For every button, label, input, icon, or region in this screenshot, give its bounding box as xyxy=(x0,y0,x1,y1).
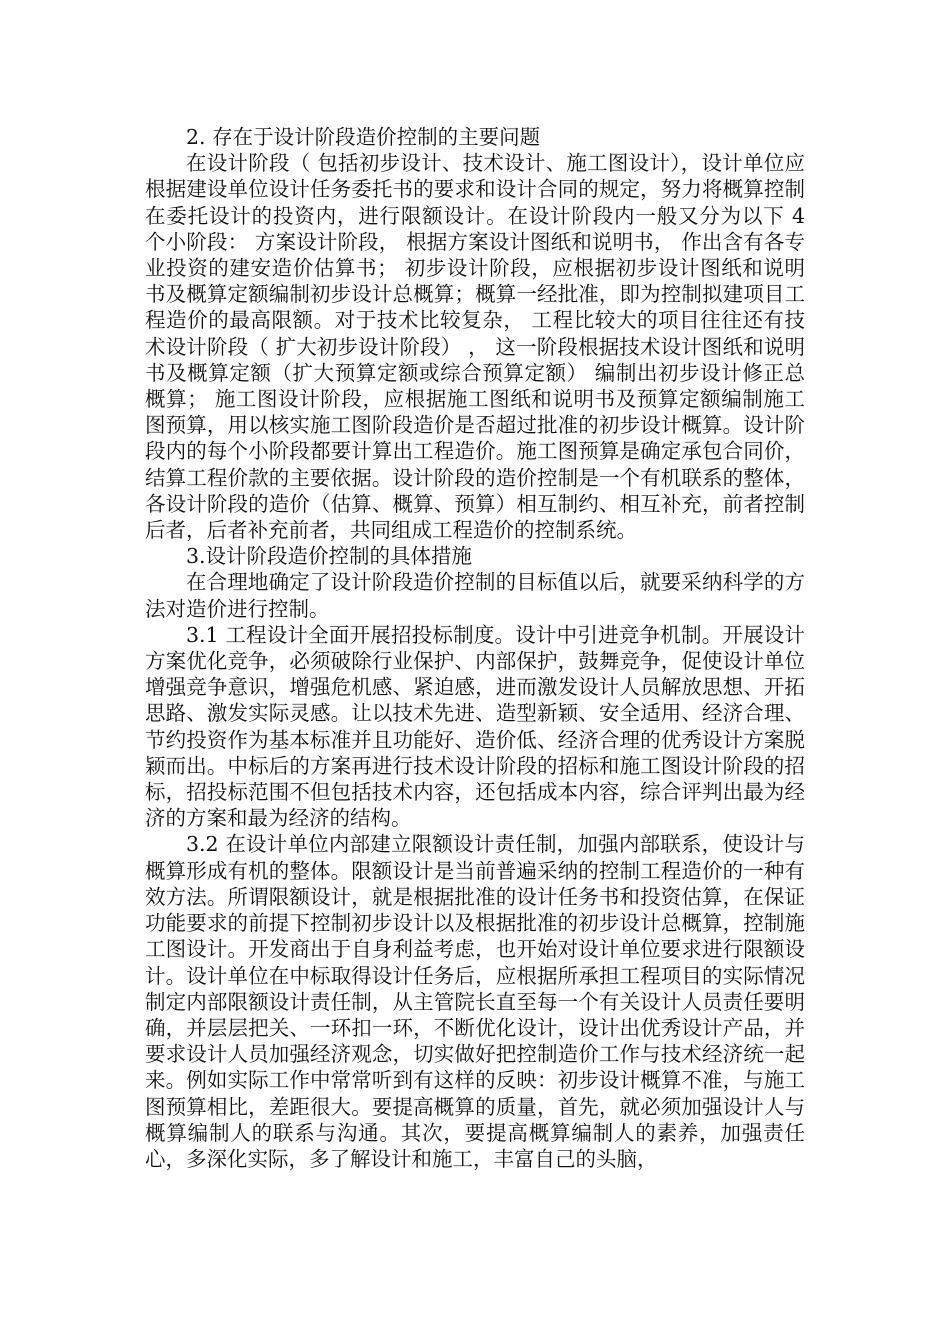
document-body xyxy=(145,124,805,1172)
section-3-heading: 3.设计阶段造价控制的具体措施 xyxy=(186,544,473,569)
paragraph-3-2: 3.2 在设计单位内部建立限额设计责任制，加强内部联系，使设计与概算形成有机的整体。限额设计是当前普遍采纳的控制工程造价的一种有效方法。所谓限额设计，就是根据批准的设计任务书和投资估算，在保证功能要求的前提下控制初步设计以及根据批准的初步设计总概算，控制施工图设计。开发商出于自身利益考虑，也开始对设计单位要求进行限额设计。设计单位在中标取得设计任务后，应根据所承担工程项目的实际情况制定内部限额设计责任制，从主管院长直至每一个有关设计人员责任要明确，并层层把关、一环扣一环，不断优化设计，设计出优秀设计产品，并要求设计人员加强经济观念，切实做好把控制造价工作与技术经济统一起来。例如实际工作中常常听到有这样的反映：初步设计概算不准，与施工图预算相比，差距很大。要提高概算的质量，首先，就必须加强设计人与概算编制人的联系与沟通。其次，要提高概算编制人的素养，加强责任心，多深化实际，多了解设计和施工，丰富自己的头脑， xyxy=(145,832,805,1171)
paragraph-3-1: 3.1 工程设计全面开展招投标制度。设计中引进竞争机制。开展设计方案优化竞争，必须破除行业保护、内部保护，鼓舞竞争，促使设计单位增强竞争意识，增强危机感、紧迫感，进而激发设计人员解放思想、开拓思路、激发实际灵感。让以技术先进、造型新颖、安全适用、经济合理、节约投资作为基本标准并且功能好、造价低、经济合理的优秀设计方案脱颖而出。中标后的方案再进行技术设计阶段的招标和施工图设计阶段的招标，招投标范围不但包括技术内容，还包括成本内容，综合评判出最为经济的方案和最为经济的结构。 xyxy=(145,622,805,831)
paragraph-design-stage: 在设计阶段（ 包括初步设计、技术设计、施工图设计），设计单位应根据建设单位设计任务委托书的要求和设计合同的规定，努力将概算控制在委托设计的投资内，进行限额设计。在设计阶段内一般又分为以下 4 个小阶段： 方案设计阶段， 根据方案设计图纸和说明书， 作出含有各专业投资的建安造价估算书； 初步设计阶段，应根据初步设计图纸和说明书及概算定额编制初步设计总概算；概算一经批准，即为控制拟建项目工程造价的最高限额。对于技术比较复杂， 工程比较大的项目往往还有技术设计阶段（ 扩大初步设计阶段） ， 这一阶段根据技术设计图纸和说明书及概算定额（扩大预算定额或综合预算定额） 编制出初步设计修正总概算； 施工图设计阶段，应根据施工图纸和说明书及预算定额编制施工图预算，用以核实施工图阶段造价是否超过批准的初步设计概算。设计阶段内的每个小阶段都要计算出工程造价。施工图预算是确定承包合同价，结算工程价款的主要依据。设计阶段的造价控制是一个有机联系的整体，各设计阶段的造价（估算、概算、预算）相互制约、相互补充，前者控制后者，后者补充前者，共同组成工程造价的控制系统。 xyxy=(145,151,805,543)
paragraph-intro-measures: 在合理地确定了设计阶段造价控制的目标值以后，就要采纳科学的方法对造价进行控制。 xyxy=(145,570,805,621)
section-2-heading: 2. 存在于设计阶段造价控制的主要问题 xyxy=(186,125,541,149)
